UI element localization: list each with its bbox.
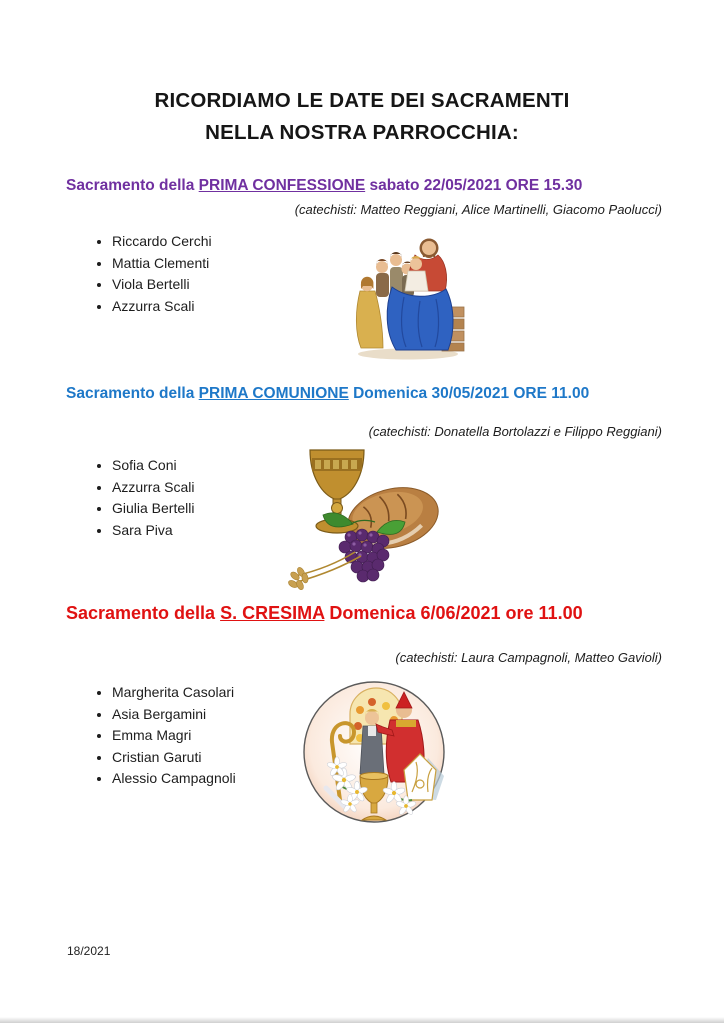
heading-date: sabato 22/05/2021 ORE 15.30	[365, 177, 583, 194]
student-name: • Sofia Coni	[112, 455, 194, 477]
student-name: • Riccardo Cerchi	[112, 231, 212, 253]
student-name: • Azzurra Scali	[112, 296, 212, 318]
confirmation-scene-illustration	[300, 680, 448, 824]
student-list-confessione	[66, 231, 212, 317]
heading-sacrament-name: PRIMA COMUNIONE	[198, 385, 349, 402]
student-name: • Cristian Garuti	[112, 747, 236, 769]
chalice-bread-grapes-illustration	[281, 444, 444, 591]
heading-date: Domenica 30/05/2021 ORE 11.00	[348, 385, 590, 402]
page-number: 18/2021	[67, 944, 111, 958]
student-name: • Viola Bertelli	[112, 274, 212, 296]
title-line-1: RICORDIAMO LE DATE DEI SACRAMENTI	[154, 89, 570, 112]
catechists-line-cresima: (catechisti: Laura Campagnoli, Matteo Gavioli)	[395, 650, 662, 665]
catechists-line-confessione: (catechisti: Matteo Reggiani, Alice Martinelli, Giacomo Paolucci)	[294, 202, 662, 217]
student-list-comunione	[66, 455, 194, 541]
student-name: • Margherita Casolari	[112, 682, 236, 704]
student-name: • Asia Bergamini	[112, 704, 236, 726]
page-bottom-edge	[0, 1017, 724, 1023]
student-list-cresima	[66, 682, 236, 790]
heading-prefix: Sacramento della	[66, 603, 221, 623]
title-line-2: NELLA NOSTRA PARROCCHIA:	[205, 121, 519, 144]
student-name: • Mattia Clementi	[112, 253, 212, 275]
student-name: • Azzurra Scali	[112, 477, 194, 499]
heading-prefix: Sacramento della	[66, 177, 199, 194]
section-heading-prima-comunione	[66, 383, 589, 405]
student-name: • Alessio Campagnoli	[112, 768, 236, 790]
heading-sacrament-name: S. CRESIMA	[220, 603, 325, 623]
heading-prefix: Sacramento della	[66, 385, 199, 402]
page-title	[0, 85, 724, 149]
section-heading-prima-confessione	[66, 175, 582, 197]
student-name: • Emma Magri	[112, 725, 236, 747]
heading-date: Domenica 6/06/2021 ore 11.00	[324, 603, 583, 623]
student-name: • Giulia Bertelli	[112, 498, 194, 520]
section-heading-s-cresima	[66, 601, 583, 626]
jesus-with-children-illustration	[352, 227, 466, 361]
student-name: • Sara Piva	[112, 520, 194, 542]
heading-sacrament-name: PRIMA CONFESSIONE	[198, 177, 366, 194]
catechists-line-comunione: (catechisti: Donatella Bortolazzi e Filippo Reggiani)	[368, 424, 662, 439]
